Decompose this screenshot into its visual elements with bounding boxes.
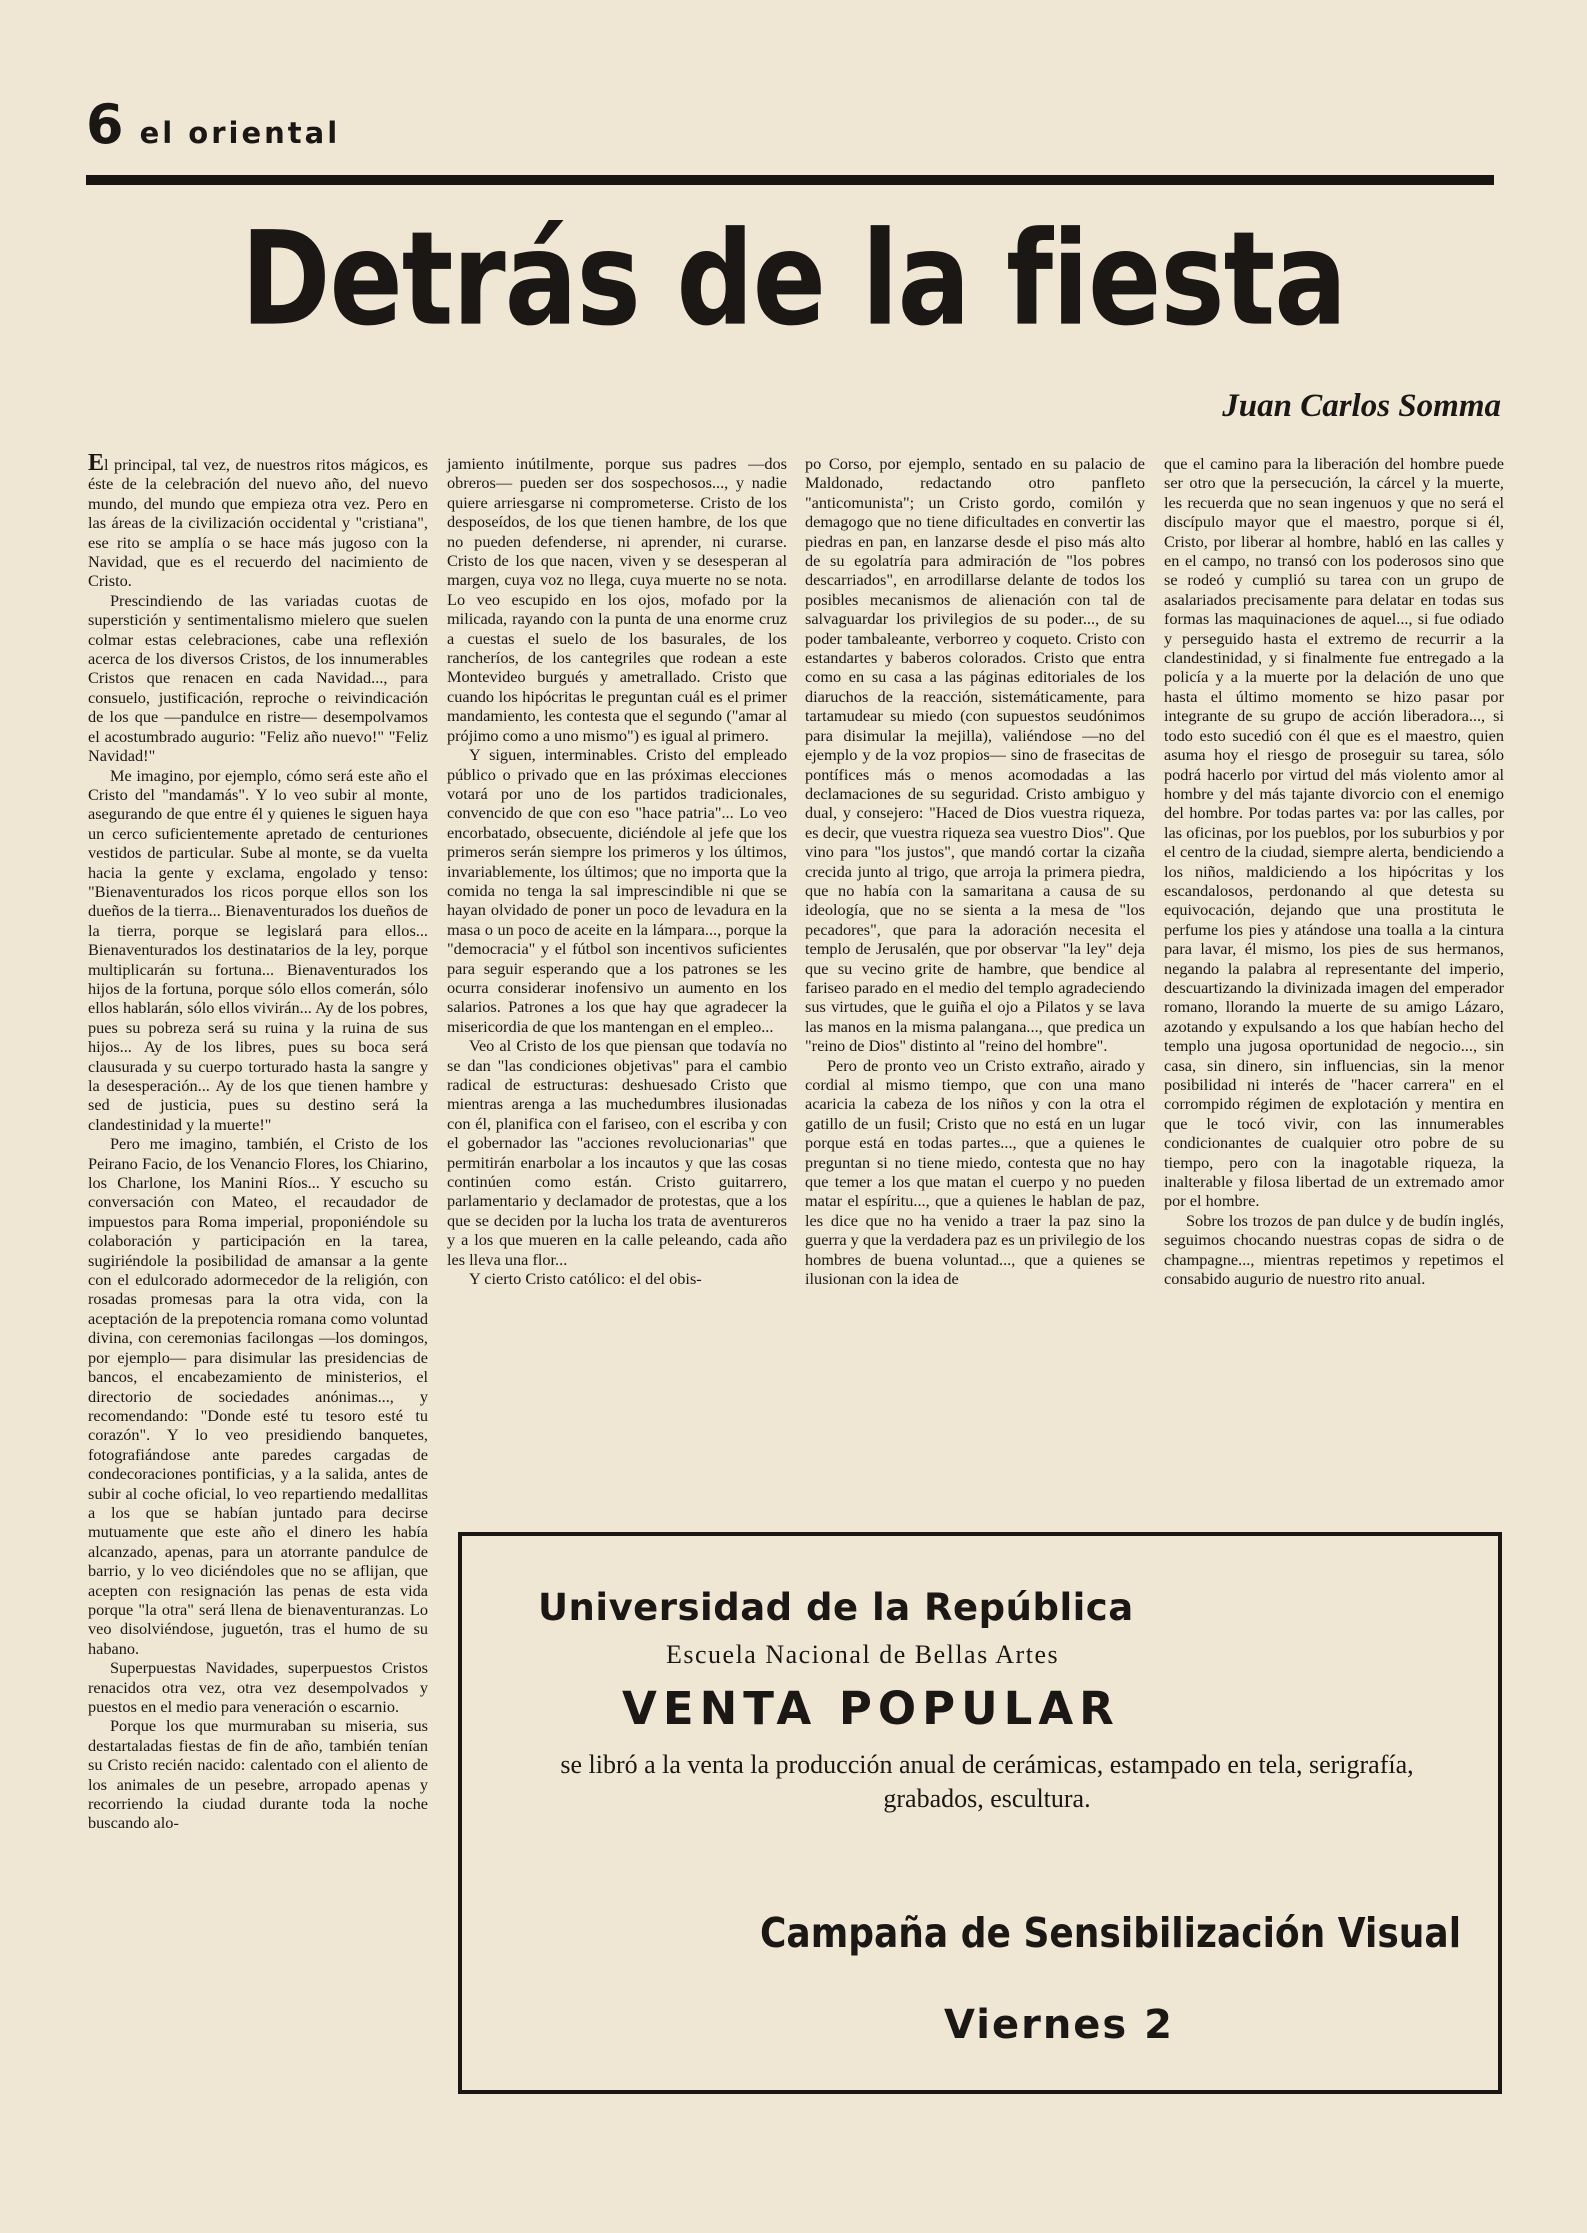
paragraph: Y cierto Cristo católico: el del obis- — [469, 1269, 702, 1289]
paragraph: Y siguen, interminables. Cristo del empleado público o privado que en las próximas elecciones votará por uno de los partidos tradicionales, convencido de que con eso "hace patria"... Lo veo encorbatado, obsecuente, diciéndole al jefe que los primeros serán siempre los primeros y los últimos, invariablemente, los últimos; que no importa que la comida no tenga la sal imprescindible ni que se hayan olvidado de poner un poco de levadura en la masa o un poco de aceite en la lámpara..., porque la "democracia" y el fútbol son incentivos suficientes para seguir esperando que a los patrones se les ocurra considerar inofensivo un aumento en los salarios. Patrones a los que hay que agradecer la misericordia de que los mantengan en el empleo... — [447, 745, 787, 1036]
paragraph: Sobre los trozos de pan dulce y de budín inglés, seguimos chocando nuestras copas de sidra o de champagne..., mientras repetimos y repetimos el consabido augurio de nuestro rito anual. — [1164, 1210, 1504, 1289]
article-byline: Juan Carlos Somma — [1222, 388, 1501, 424]
paragraph: po Corso, por ejemplo, sentado en su palacio de Maldonado, redactando otro panfleto "anticomunista"; un Cristo gordo, comilón y demagogo que no tiene dificultades en convertir las piedras en pan, en lanzarse desde el piso más alto de su egolatría para admiración de "los pobres descarriados", en arrodillarse delante de todos los posibles mecanismos de alienación con tal de salvaguardar los privilegios de su poder..., de su poder tambaleante, verborreo y coqueto. Cristo con estandartes y baberos colorados. Cristo que entra como en su casa a las páginas editoriales de los diaruchos de la reacción, sistemáticamente, para tartamudear su miedo (con supuestos seudónimos para disimular la mejilla), valiéndose —no del ejemplo y de la voz propios— sino de frasecitas de pontífices más o menos acomodadas a las declamaciones de su seguridad. Cristo ambiguo y dual, y consejero: "Haced de Dios vuestra riqueza, es decir, que vuestra riqueza sea vuestro Dios". Que vino para "los justos", que mandó cortar la cizaña crecida junto al trigo, que arroja la primera piedra, que no había con la samaritana a causa de su ideología, que no se sienta a la mesa de "los pecadores", que para la adoración necesita el templo de Jerusalén, que por observar "la ley" deja que su vecino grite de hambre, que bendice al fariseo parado en el medio del templo agradeciendo sus virtudes, que le guiña el ojo a Pilatos y se lava las manos en la misma palangana..., que predica un "reino de Dios" distinto al "reino del hombre". — [805, 454, 1145, 1056]
header-rule — [86, 175, 1494, 185]
article-column-1 — [88, 450, 428, 1833]
article-headline: Detrás de la fiesta — [240, 204, 1347, 355]
newspaper-name: el oriental — [139, 116, 341, 150]
ad-university-name: Universidad de la República — [538, 1586, 1134, 1629]
paragraph: El principal, tal vez, de nuestros ritos mágicos, es éste de la celebración del nuevo año, del nuevo mundo, del mundo que empieza otra vez. Pero en las áreas de la civilización occidental y "cristiana", ese rito se amplía o se hace más jugoso con la Navidad, que es el recuerdo del nacimiento de Cristo. — [88, 450, 428, 591]
paragraph: Veo al Cristo de los que piensan que todavía no se dan "las condiciones objetivas" para el cambio radical de estructuras: deshuesado Cristo que mientras arenga a las muchedumbres ilusionadas con él, planifica con el fariseo, con el escriba y con el gobernador las "acciones revolucionarias" que permitirán enarbolar a los incautos y que las cosas continúen como están. Cristo guitarrero, parlamentario y declamador de protestas, que a los que se deciden por la lucha los trata de aventureros y a los que mueren en la calle peleando, cada año les lleva una flor... — [447, 1036, 787, 1269]
article-column-2 — [447, 454, 787, 1288]
paragraph: Prescindiendo de las variadas cuotas de superstición y sentimentalismo mielero que suelen colmar estas celebraciones, cabe una reflexión acerca de los diversos Cristos, de los innumerables Cristos que renacen en cada Navidad..., para consuelo, justificación, reproche o reivindicación de los que —pandulce en ristre— desempolvamos el acostumbrado augurio: "Feliz año nuevo!" "Feliz Navidad!" — [88, 590, 428, 766]
paragraph: Porque los que murmuraban su miseria, sus destartaladas fiestas de fin de año, también tenían su Cristo recién nacido: calentado con el aliento de los animales de un pesebre, arropado apenas y recorriendo la ciudad durante toda la noche buscando alo- — [88, 1716, 428, 1833]
paragraph: Superpuestas Navidades, superpuestos Cristos renacidos otra vez, otra vez desempolvados y puestos en el medio para veneración o escarnio. — [88, 1658, 428, 1716]
paragraph: Pero de pronto veo un Cristo extraño, airado y cordial al mismo tiempo, que con una mano acaricia la cabeza de los niños y con la otra el gatillo de un fusil; Cristo que no está en un lugar porque está en todas partes..., que a quienes le preguntan si no tiene miedo, contesta que no hay que temer a los que matan el cuerpo y no pueden matar el espíritu..., que a quienes le hablan de paz, les dice que no ha venido a traer la paz sino la guerra y que la verdadera paz es un privilegio de los hombres de buena voluntad..., que a quienes se ilusionan con la idea de — [805, 1055, 1145, 1289]
ad-date: Viernes 2 — [944, 2002, 1174, 2048]
paragraph: que el camino para la liberación del hombre puede ser otro que la persecución, la cárcel y la muerte, les recuerda que no sean ingenuos y que no será el discípulo mayor que el maestro, porque si él, Cristo, por liberar al hombre, habló en las calles y en el campo, no transó con los poderosos sino que se rodeó y cumplió su tarea con un grupo de asalariados precisamente para delatar en todas sus formas las maquinaciones de aquel..., si fue odiado y perseguido hasta el extremo de recurrir a la clandestinidad, y si finalmente fue entregado a la policía y a la muerte por la delación de uno que hasta el último momento se hizo pasar por integrante de su grupo de acción liberadora..., si todo esto sucedió con él que es el maestro, quien asuma hoy el riesgo de proseguir su tarea, sólo podrá hacerlo por virtud del más violento amor al hombre y del más tajante divorcio con el enemigo del hombre. Por todas partes va: por las calles, por las oficinas, por los pueblos, por los suburbios y por el centro de la ciudad, siempre alerta, bendiciendo a los niños, maldiciendo a los hipócritas y los escandalosos, perdonando al que detesta su equivocación, dejando que una prostituta le perfume los pies y atándose una toalla a la cintura para lavar, él mismo, los pies de sus hermanos, negando la palabra al representante del imperio, descuartizando la divinizada imagen del emperador romano, llorando la muerte de su amigo Lázaro, azotando y expulsando a los que habían hecho del templo una jugosa oportunidad de negocio..., sin casa, sin dinero, sin influencias, sin la menor posibilidad ni interés de "hacer carrera" en el corrompido régimen de explotación y mentira en que le tocó vivir, con las innumerables condicionantes de cualquier otro pobre de su tiempo, pero con la inagotable riqueza, la inalterable y filosa libertad de un extremado amor por el hombre. — [1164, 454, 1504, 1211]
ad-campaign: Campaña de Sensibilización Visual — [760, 1910, 1462, 1958]
ad-description: se libró a la venta la producción anual de cerámicas, estampado en tela, serigrafía, grabados, escultura. — [560, 1750, 1414, 1813]
paragraph: jamiento inútilmente, porque sus padres —dos obreros— pueden ser dos sospechosos..., y nadie quiere arriesgarse ni comprometerse. Cristo de los desposeídos, de los que tienen hambre, de los que no pueden defenderse, ni aprender, ni curarse. Cristo de los que nacen, viven y se desesperan al margen, cuya voz no llega, cuya muerte no se nota. Lo veo escupido en los ojos, mofado por la milicada, rayando con la punta de una enorme cruz a cuestas el suelo de los basurales, de los rancheríos, de los cantegriles que rodean a este Montevideo burgués y ametrallado. Cristo que cuando los hipócritas le preguntan cuál es el primer mandamiento, les contesta que el segundo ("amar al prójimo como a uno mismo") es igual al primero. — [447, 454, 787, 745]
ad-headline: VENTA POPULAR — [622, 1682, 1120, 1735]
paragraph: Pero me imagino, también, el Cristo de los Peirano Facio, de los Venancio Flores, los Chiarino, los Charlone, los Manini Ríos... Y escucho su conversación con Mateo, el recaudador de impuestos para Roma imperial, proponiéndole su colaboración y participación en la tarea, sugiriéndole la posibilidad de amansar a la gente con el edulcorado adormecedor de la religión, con rosadas promesas para la otra vida, con la aceptación de la prepotencia romana como voluntad divina, con ceremonias facilongas —los domingos, por ejemplo— para disimular las presidencias de bancos, el encabezamiento de ministerios, el directorio de sociedades anónimas..., y recomendando: "Donde esté tu tesoro esté tu corazón". Y lo veo presidiendo banquetes, fotografiándose ante paredes cargadas de condecoraciones pontificias, y a la salida, antes de subir al coche oficial, lo veo repartiendo medallitas a los que se habían juntado para decirse mutuamente que este año el dinero les había alcanzado, apenas, para un atorrante pandulce de barrio, y lo veo diciéndoles que no se aflijan, que acepten con resignación las penas de esta vida porque "la otra" será llena de bienaventuranzas. Lo veo disolviéndose, juguetón, tras el humo de su habano. — [88, 1134, 428, 1658]
advertisement-box — [458, 1532, 1502, 2094]
article-column-4 — [1164, 454, 1504, 1288]
page-header — [86, 93, 341, 156]
page-number: 6 — [86, 93, 124, 156]
ad-school-name: Escuela Nacional de Bellas Artes — [666, 1640, 1060, 1669]
article-column-3 — [805, 454, 1145, 1288]
paragraph: Me imagino, por ejemplo, cómo será este año el Cristo del "mandamás". Y lo veo subir al monte, asegurando de que entre él y quienes le siguen haya un cerco suficientemente apretado de centuriones vestidos de particular. Sube al monte, se da vuelta hacia la gente y exclama, engolado y tenso: "Bienaventurados los ricos porque ellos son los dueños de la tierra... Bienaventurados los dueños de la tierra, porque se legislará para ellos... Bienaventurados los destinatarios de la ley, porque multiplicarán su fortuna... Bienaventurados los hijos de la fortuna, porque sólo ellos comerán, sólo ellos hablarán, sólo ellos vivirán... Ay de los pobres, pues su pobreza será su ruina y la ruina de sus hijos... Ay de los libres, pues su boca será clausurada y su cuerpo torturado hasta la sangre y la desesperación... Ay de los que tienen hambre y sed de justicia, pues su destino será la clandestinidad y la muerte!" — [88, 765, 428, 1134]
